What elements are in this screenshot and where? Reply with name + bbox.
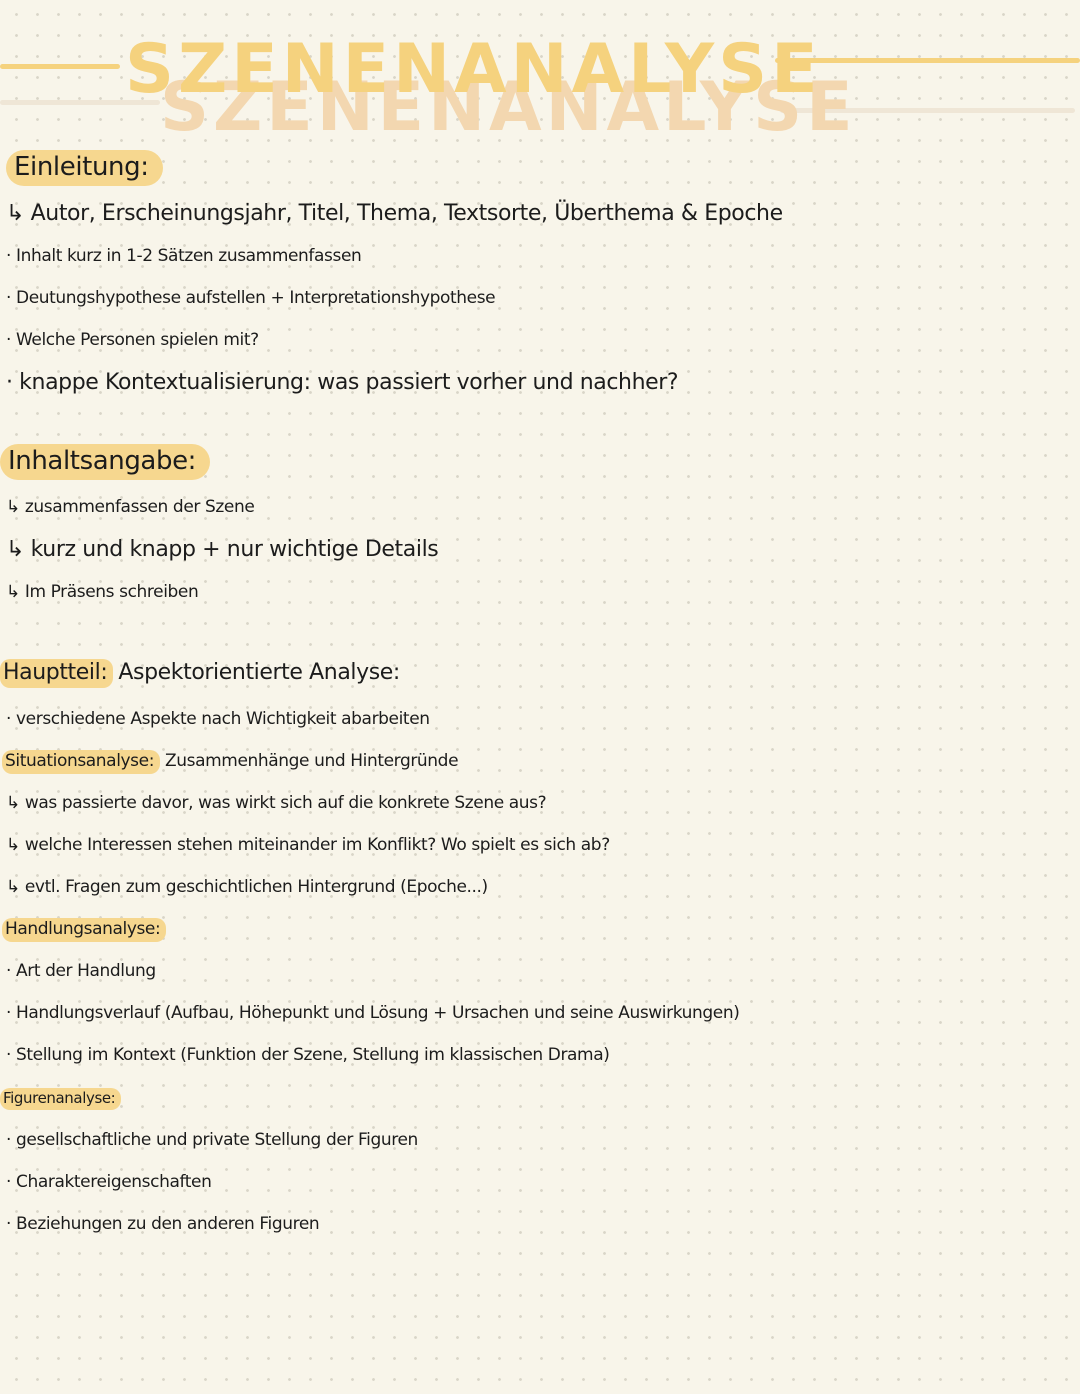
handlungsanalyse-heading [2,919,166,939]
title-rule-left [0,64,120,69]
list-item: · verschiedene Aspekte nach Wichtigkeit abarbeiten [6,709,430,729]
list-item: · Deutungshypothese aufstellen + Interpretationshypothese [6,288,496,308]
list-item: ↳ was passierte davor, was wirkt sich auf die konkrete Szene aus? [6,793,547,813]
list-item: · Inhalt kurz in 1-2 Sätzen zusammenfassen [6,246,362,266]
list-item: ↳ Autor, Erscheinungsjahr, Titel, Thema, Textsorte, Überthema & Epoche [6,201,783,226]
list-item: ↳ evtl. Fragen zum geschichtlichen Hintergrund (Epoche...) [6,877,488,897]
list-item: ↳ Im Präsens schreiben [6,582,199,602]
list-item: · Beziehungen zu den anderen Figuren [6,1214,320,1234]
list-item: ↳ zusammenfassen der Szene [6,497,255,517]
list-item: ↳ welche Interessen stehen miteinander im Konflikt? Wo spielt es sich ab? [6,835,610,855]
list-item: · Charaktereigenschaften [6,1172,212,1192]
heading-text: Inhaltsangabe: [0,444,210,480]
page-title: SZENENANALYSE [125,30,822,109]
label: Handlungsanalyse: [2,918,166,942]
label: Figurenanalyse: [0,1088,121,1110]
list-item: · knappe Kontextualisierung: was passiert vorher und nachher? [6,370,679,395]
list-item: ↳ kurz und knapp + nur wichtige Details [6,537,439,562]
list-item: · Welche Personen spielen mit? [6,330,259,350]
subheading-text: Aspektorientierte Analyse: [118,660,400,685]
inhaltsangabe-heading [0,446,210,476]
list-item: · Stellung im Kontext (Funktion der Szene, Stellung im klassischen Drama) [6,1045,610,1065]
heading-text: Hauptteil: [0,659,113,688]
list-item: · Art der Handlung [6,961,156,981]
title-banner [0,30,1080,140]
label: Situationsanalyse: [2,750,160,774]
heading-text: Einleitung: [6,150,163,186]
hauptteil-heading [0,660,400,685]
situationsanalyse-line [2,751,458,771]
figurenanalyse-heading [0,1088,121,1108]
einleitung-heading [6,152,163,182]
text: Zusammenhänge und Hintergründe [165,751,459,771]
title-rule-right-shadow [780,108,1075,113]
list-item: · gesellschaftliche und private Stellung der Figuren [6,1130,418,1150]
list-item: · Handlungsverlauf (Aufbau, Höhepunkt und Lösung + Ursachen und seine Auswirkungen) [6,1003,740,1023]
